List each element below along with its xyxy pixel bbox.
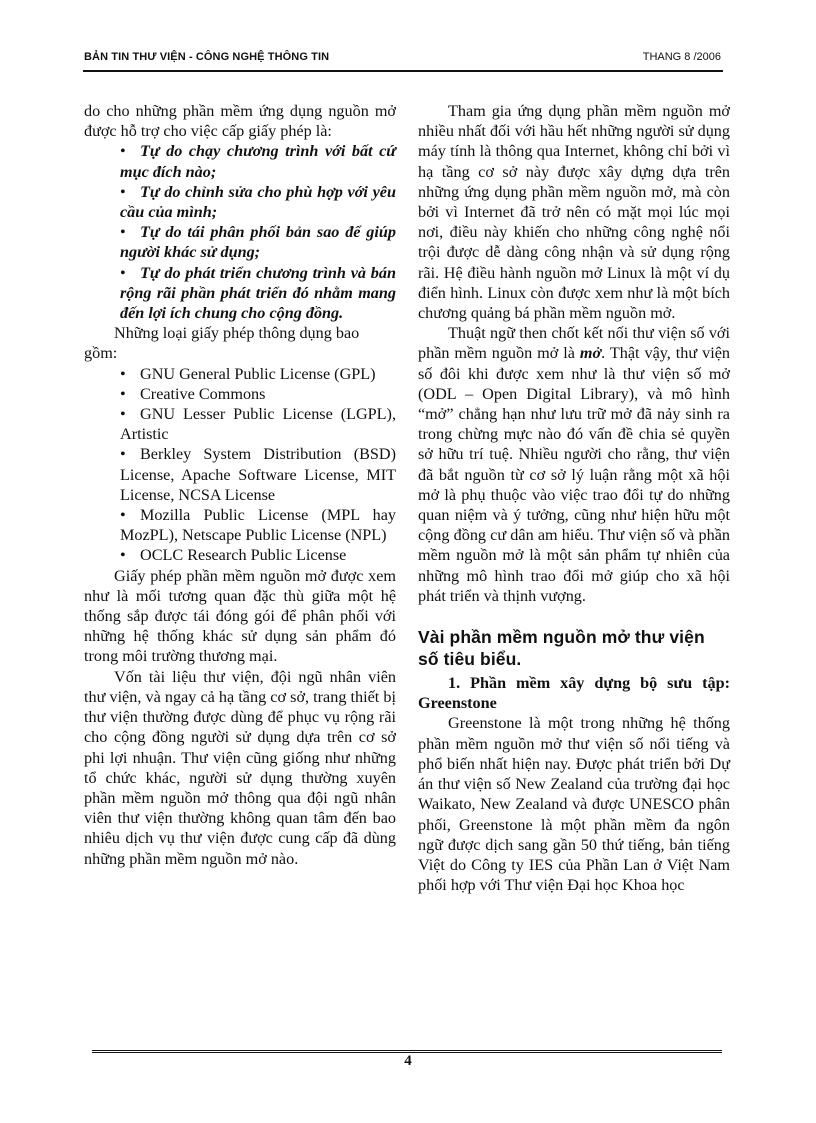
list-item: • Creative Commons: [120, 384, 266, 403]
left-column: [84, 101, 396, 869]
intro-paragraph: do cho những phần mềm ứng dụng nguồn mở được hỗ trợ cho việc cấp giấy phép là:: [84, 102, 396, 141]
bullet-icon: •: [120, 364, 126, 383]
list-item: • Tự do chỉnh sửa cho phù hợp với yêu cầu của mình;: [120, 182, 396, 222]
emphasis-text: mở: [579, 344, 602, 363]
freedoms-list: [84, 141, 396, 323]
bullet-icon: •: [120, 223, 126, 242]
section-heading: Vài phần mềm nguồn mở thư viện số tiêu biểu.: [418, 627, 705, 670]
list-item: • GNU General Public License (GPL): [120, 364, 376, 383]
header-publication-title: BẢN TIN THƯ VIỆN - CÔNG NGHỆ THÔNG TIN: [84, 51, 330, 63]
list-item: • Tự do tái phân phối bản sao để giúp người khác sử dụng;: [120, 223, 396, 262]
list-item: • Berkley System Distribution (BSD) License, Apache Software License, MIT License, NCSA License: [120, 445, 396, 504]
header-rule: [83, 70, 723, 72]
bullet-icon: •: [120, 405, 126, 424]
bullet-icon: •: [120, 546, 126, 565]
body-paragraph: Giấy phép phần mềm nguồn mở được xem như là mối tương quan đặc thù giữa một hệ thống sắp được tái đóng gói để phân phối với những hệ thống khác sử dụng sản phẩm đó trong môi trường thương mại.: [84, 566, 396, 666]
license-intro: Những loại giấy phép thông dụng bao: [114, 324, 360, 343]
list-item: • Tự do phát triển chương trình và bán rộng rãi phần phát triển đó nhằm mang đến lợi ích chung cho cộng đồng.: [120, 263, 396, 323]
body-paragraph: Tham gia ứng dụng phần mềm nguồn mở nhiều nhất đối với hầu hết những người sử dụng máy tính là thông qua Internet, không chỉ bởi vì hạ tầng cơ sở này được xây dựng dựa trên những ứng dụng phần mềm nguồn mở, mà còn bởi vì Internet đã trở nên có mặt mọi lúc mọi nơi, điều này khiến cho những công nghệ nổi trội được dễ dàng công nhận và sử dụng rộng rãi. Hệ điều hành nguồn mở Linux là một ví dụ điển hình. Linux còn được xem như là một bích chương quảng bá phần mềm nguồn mở.: [418, 102, 730, 323]
body-paragraph: Thuật ngữ then chốt kết nối thư viện số với phần mềm nguồn mở là mở. Thật vậy, thư viện số đôi khi được xem như là thư viện số mở (ODL – Open Digital Library), và mô hình “mở” chẳng hạn như lưu trữ mở đã nảy sinh ra trong chừng mực nào đó vấn đề chia sẻ quyền sở hữu trí tuệ. Nhiều người cho rằng, thư viện đã bắt nguồn từ cơ sở lý luận rằng một xã hội mở là phụ thuộc vào việc trao đổi tự do những quan niệm và ý tưởng, cũng như hiện hữu một cộng đồng cư dân am hiểu. Thư viện số và phần mềm nguồn mở là một sản phẩm tự nhiên của những mô hình trao đổi mở giúp cho xã hội phát triển và thịnh vượng.: [418, 324, 730, 605]
list-item: • OCLC Research Public License: [120, 546, 347, 565]
subsection-heading: 1. Phần mềm xây dựng bộ sưu tập: Greenstone: [418, 674, 730, 713]
body-paragraph: Vốn tài liệu thư viện, đội ngũ nhân viên thư viện, và ngay cả hạ tầng cơ sở, trang thiết bị thư viện thường được dùng để phục vụ rộng rãi cho cộng đồng người sử dụng dựa trên cơ sở phi lợi nhuận. Thư viện cũng giống như những tổ chức khác, người sử dụng thường xuyên phần mềm nguồn mở thông qua đội ngũ nhân viên thư viện thường không quan tâm đến bao nhiêu dịch vụ thư viện được cung cấp đã dùng những phần mềm nguồn mở nào.: [84, 667, 396, 868]
bullet-icon: •: [120, 263, 126, 282]
right-column: [418, 101, 730, 895]
page-number: 4: [404, 1053, 412, 1069]
bullet-icon: •: [120, 445, 126, 464]
list-item: • Tự do chạy chương trình với bất cứ mục đích nào;: [120, 142, 396, 181]
body-paragraph: Greenstone là một trong những hệ thống phần mềm nguồn mở thư viện số nổi tiếng và phổ biến nhất hiện nay. Được phát triển bởi Dự án thư viện số New Zealand của trường đại học Waikato, New Zealand và được UNESCO phân phối, Greenstone là một phần mềm đa ngôn ngữ được dịch sang gần 50 thứ tiếng, bản tiếng Việt do Công ty IES của Phần Lan ở Việt Nam phối hợp với Thư viện Đại học Khoa học: [418, 714, 730, 895]
bullet-icon: •: [120, 384, 126, 403]
header-issue-date: THANG 8 /2006: [642, 51, 721, 63]
running-header: [83, 50, 723, 66]
license-intro-tail: gồm:: [84, 344, 118, 363]
licenses-list: [84, 364, 396, 566]
bullet-icon: •: [120, 506, 126, 525]
list-item: • Mozilla Public License (MPL hay MozPL), Netscape Public License (NPL): [120, 506, 396, 545]
bullet-icon: •: [120, 142, 126, 161]
list-item: • GNU Lesser Public License (LGPL), Artistic: [120, 405, 396, 444]
bullet-icon: •: [120, 182, 126, 201]
